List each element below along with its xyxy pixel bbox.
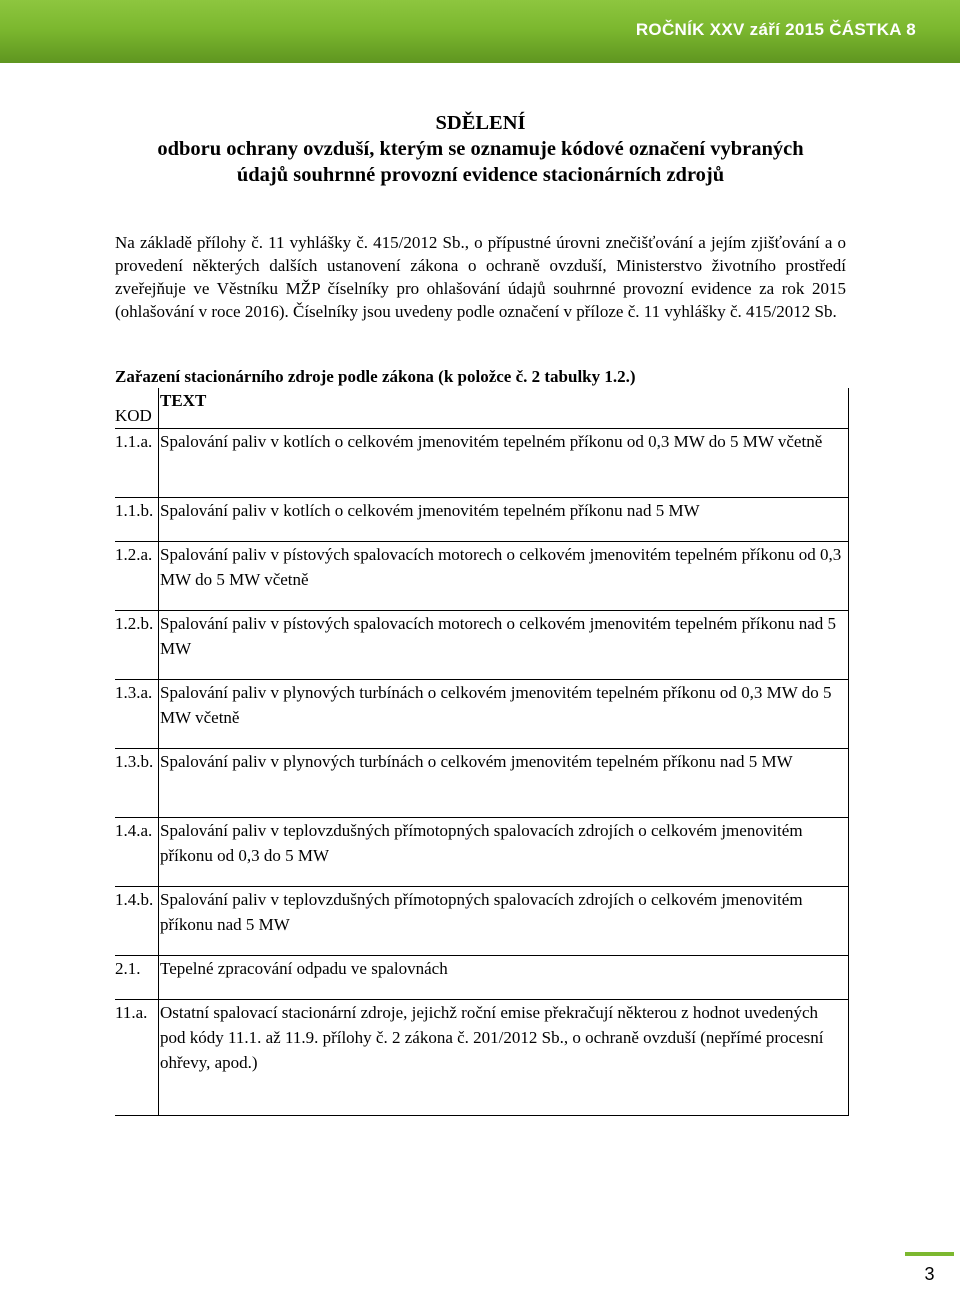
title-subline-1: odboru ochrany ovzduší, kterým se oznamuje kódové označení vybraných <box>157 138 804 160</box>
table-row <box>115 956 849 1000</box>
title-subline-2: údajů souhrnné provozní evidence stacionárních zdrojů <box>236 164 725 186</box>
row-text: Tepelné zpracování odpadu ve spalovnách <box>159 956 849 1000</box>
table-row <box>115 749 849 818</box>
row-code: 1.1.b. <box>115 498 159 542</box>
page-number: 3 <box>905 1252 954 1298</box>
row-code: 1.4.a. <box>115 818 159 887</box>
intro-paragraph: Na základě přílohy č. 11 vyhlášky č. 415/2012 Sb., o přípustné úrovni znečišťování a jejím zjišťování a o provedení některých dalších ustanovení zákona o ochraně ovzduší, Ministerstvo životního prostředí zveřejňuje ve Věstníku MŽP číselníky pro ohlašování údajů souhrnné provozní evidence za rok 2015 (ohlašování v roce 2016). Číselníky jsou uvedeny podle označení v příloze č. 11 vyhlášky č. 415/2012 Sb. <box>115 233 846 321</box>
row-code: 2.1. <box>115 956 159 1000</box>
row-code: 1.1.a. <box>115 429 159 498</box>
issue-label: ROČNÍK XXV září 2015 ČÁSTKA 8 <box>635 20 916 39</box>
document-title <box>115 110 846 188</box>
table-row <box>115 542 849 611</box>
table-row <box>115 818 849 887</box>
row-code: 1.2.a. <box>115 542 159 611</box>
table-header <box>115 388 849 429</box>
col-header-code: KOD <box>115 406 152 425</box>
row-code: 1.4.b. <box>115 887 159 956</box>
row-text: Spalování paliv v kotlích o celkovém jmenovitém tepelném příkonu nad 5 MW <box>159 498 849 542</box>
row-text: Spalování paliv v teplovzdušných přímotopných spalovacích zdrojích o celkovém jmenovitém příkonu od 0,3 do 5 MW <box>159 818 849 887</box>
row-text: Spalování paliv v kotlích o celkovém jmenovitém tepelném příkonu od 0,3 MW do 5 MW včetně <box>159 429 849 498</box>
table-row <box>115 680 849 749</box>
row-code: 11.a. <box>115 1000 159 1116</box>
code-table <box>115 388 849 1116</box>
issue-banner <box>0 0 960 63</box>
row-text: Spalování paliv v plynových turbínách o celkovém jmenovitém tepelném příkonu nad 5 MW <box>159 749 849 818</box>
table-row <box>115 611 849 680</box>
row-text: Spalování paliv v pístových spalovacích motorech o celkovém jmenovitém tepelném příkonu od 0,3 MW do 5 MW včetně <box>159 542 849 611</box>
row-code: 1.3.a. <box>115 680 159 749</box>
table-row <box>115 1000 849 1116</box>
col-header-text: TEXT <box>159 388 849 429</box>
table-row <box>115 887 849 956</box>
row-text: Spalování paliv v teplovzdušných přímotopných spalovacích zdrojích o celkovém jmenovitém příkonu nad 5 MW <box>159 887 849 956</box>
row-code: 1.2.b. <box>115 611 159 680</box>
table-row <box>115 498 849 542</box>
title-heading: SDĚLENÍ <box>435 112 526 134</box>
row-code: 1.3.b. <box>115 749 159 818</box>
row-text: Spalování paliv v plynových turbínách o celkovém jmenovitém tepelném příkonu od 0,3 MW do 5 MW včetně <box>159 680 849 749</box>
row-text: Spalování paliv v pístových spalovacích motorech o celkovém jmenovitém tepelném příkonu nad 5 MW <box>159 611 849 680</box>
table-row <box>115 429 849 498</box>
section-heading: Zařazení stacionárního zdroje podle zákona (k položce č. 2 tabulky 1.2.) <box>115 367 636 386</box>
row-text: Ostatní spalovací stacionární zdroje, jejichž roční emise překračují některou z hodnot uvedených pod kódy 11.1. až 11.9. přílohy č. 2 zákona č. 201/2012 Sb., o ochraně ovzduší (nepřímé procesní ohřevy, apod.) <box>159 1000 849 1116</box>
